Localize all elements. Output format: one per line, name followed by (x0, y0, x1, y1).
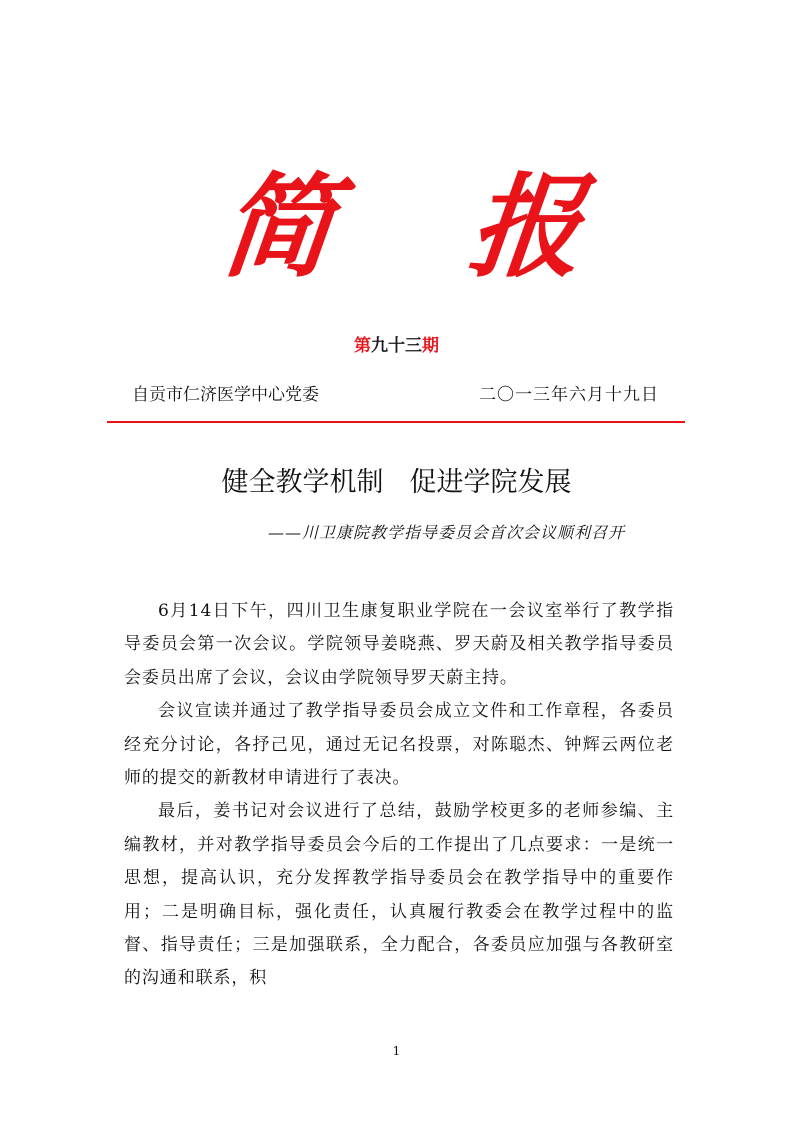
article-title-part-1: 健全教学机制 (221, 467, 384, 498)
issue-value: 九十三 (371, 336, 422, 356)
masthead-title-char-2: 报 (463, 162, 589, 293)
masthead-title-char-1: 简 (215, 162, 341, 293)
article-title (0, 464, 793, 502)
header-divider (107, 421, 685, 423)
page-number: 1 (392, 1044, 401, 1058)
issue-prefix: 第 (354, 336, 371, 356)
article-paragraph-3: 最后，姜书记对会议进行了总结，鼓励学校更多的老师参编、主编教材，并对教学指导委员会今后的工作提出了几点要求：一是统一思想，提高认识，充分发挥教学指导委员会在教学指导中的重要作用；二是明确目标，强化责任，认真履行教委会在教学过程中的监督、指导责任；三是加强联系，全力配合，各委员应加强与各教研室的沟通和联系，积 (124, 801, 674, 989)
article-body (124, 595, 674, 996)
article-paragraph-2: 会议宣读并通过了教学指导委员会成立文件和工作章程，各委员经充分讨论，各抒己见，通过无记名投票，对陈聪杰、钟辉云两位老师的提交的新教材申请进行了表决。 (124, 701, 674, 789)
article-paragraph-1: 6月14日下午，四川卫生康复职业学院在一会议室举行了教学指导委员会第一次会议。学院领导姜晓燕、罗天蔚及相关教学指导委员会委员出席了会议，会议由学院领导罗天蔚主持。 (124, 601, 674, 688)
article-subtitle: ——川卫康院教学指导委员会首次会议顺利召开 (268, 523, 626, 542)
article-title-part-2: 促进学院发展 (409, 467, 572, 498)
issue-suffix: 期 (422, 336, 439, 356)
issuing-organization: 自贡市仁济医学中心党委 (132, 385, 319, 405)
issue-date: 二〇一三年六月十九日 (479, 385, 659, 405)
issue-number (0, 335, 793, 357)
